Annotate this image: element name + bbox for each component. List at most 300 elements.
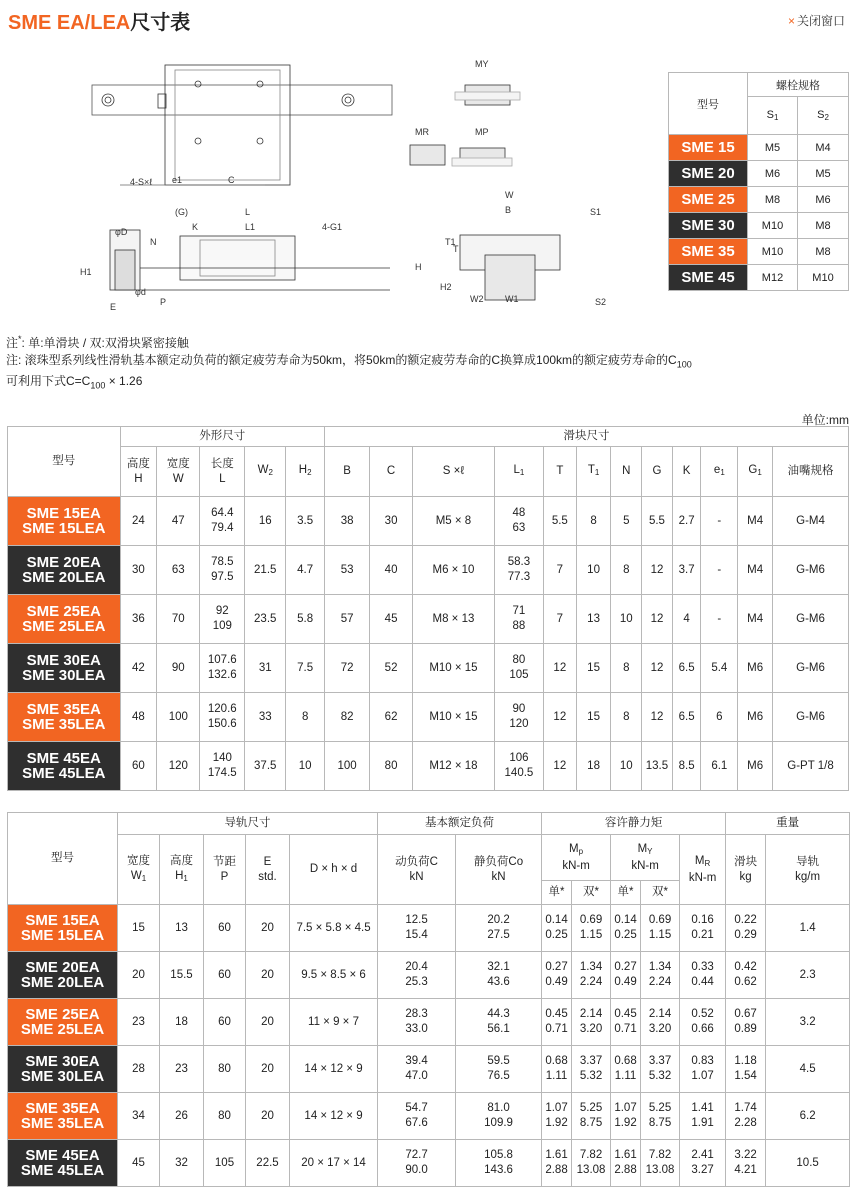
g1-cell: M6 bbox=[738, 644, 773, 693]
c-cell: 52 bbox=[370, 644, 413, 693]
width-cell: 47 bbox=[157, 497, 200, 546]
rail-width-cell: 45 bbox=[118, 1140, 160, 1187]
t1-sxl-header: S ×ℓ bbox=[413, 447, 495, 497]
t-cell: 7 bbox=[543, 546, 576, 595]
rail-height-cell: 23 bbox=[160, 1046, 204, 1093]
model-cell: SME 20EA SME 20LEA bbox=[8, 952, 118, 999]
rail-height-cell: 13 bbox=[160, 905, 204, 952]
model-cell: SME 20EA SME 20LEA bbox=[8, 546, 121, 595]
bolt-model-header: 型号 bbox=[669, 73, 748, 135]
bolt-row-s1: M12 bbox=[748, 265, 798, 291]
height-cell: 60 bbox=[120, 742, 157, 791]
width-cell: 120 bbox=[157, 742, 200, 791]
t-cell: 5.5 bbox=[543, 497, 576, 546]
svg-text:L: L bbox=[245, 207, 251, 217]
e-cell: 22.5 bbox=[246, 1140, 290, 1187]
svg-text:φD: φD bbox=[115, 227, 128, 237]
w2-cell: 37.5 bbox=[245, 742, 286, 791]
bolt-row-s2: M4 bbox=[798, 135, 849, 161]
svg-text:T1: T1 bbox=[445, 237, 456, 247]
l1-cell: 58.3 77.3 bbox=[494, 546, 543, 595]
slider-weight-cell: 1.74 2.28 bbox=[726, 1093, 766, 1140]
g1-cell: M6 bbox=[738, 742, 773, 791]
mr-cell: 0.16 0.21 bbox=[680, 905, 726, 952]
t1-b-header: B bbox=[325, 447, 370, 497]
dimension-row bbox=[8, 595, 849, 644]
svg-text:W: W bbox=[505, 190, 514, 200]
static-load-cell: 81.0 109.9 bbox=[456, 1093, 542, 1140]
t1-cell: 15 bbox=[576, 693, 611, 742]
rail-weight-cell: 2.3 bbox=[766, 952, 850, 999]
model-cell: SME 35EA SME 35LEA bbox=[8, 693, 121, 742]
model-cell: SME 25EA SME 25LEA bbox=[8, 999, 118, 1046]
height-cell: 30 bbox=[120, 546, 157, 595]
my-double-cell: 0.69 1.15 bbox=[641, 905, 680, 952]
t-cell: 12 bbox=[543, 693, 576, 742]
g-cell: 5.5 bbox=[642, 497, 673, 546]
pitch-cell: 80 bbox=[204, 1093, 246, 1140]
g-cell: 13.5 bbox=[642, 742, 673, 791]
svg-text:MP: MP bbox=[475, 127, 489, 137]
dimension-row bbox=[8, 693, 849, 742]
width-cell: 70 bbox=[157, 595, 200, 644]
e1-cell: 6 bbox=[701, 693, 738, 742]
t1-w2-header: $W_2$ bbox=[245, 447, 286, 497]
t1-model-header: 型号 bbox=[8, 427, 121, 497]
e1-cell: 5.4 bbox=[701, 644, 738, 693]
t1-t1-header: $T_1$ bbox=[576, 447, 611, 497]
dimension-row bbox=[8, 742, 849, 791]
dynamic-load-cell: 20.4 25.3 bbox=[378, 952, 456, 999]
height-cell: 24 bbox=[120, 497, 157, 546]
t2-w1-header: 宽度 $W_1$ bbox=[118, 835, 160, 905]
t1-length-header: 长度 L bbox=[200, 447, 245, 497]
l1-cell: 71 88 bbox=[494, 595, 543, 644]
l1-cell: 90 120 bbox=[494, 693, 543, 742]
svg-text:H1: H1 bbox=[80, 267, 92, 277]
t2-h1-header: 高度 $H_1$ bbox=[160, 835, 204, 905]
k-cell: 6.5 bbox=[672, 644, 701, 693]
t2-model-header: 型号 bbox=[8, 813, 118, 905]
e1-cell: - bbox=[701, 497, 738, 546]
mp-double-cell: 0.69 1.15 bbox=[572, 905, 611, 952]
mr-cell: 0.33 0.44 bbox=[680, 952, 726, 999]
svg-text:4-G1: 4-G1 bbox=[322, 222, 343, 232]
pitch-cell: 60 bbox=[204, 905, 246, 952]
front-view bbox=[415, 190, 606, 307]
bolt-row-s1: M10 bbox=[748, 213, 798, 239]
svg-text:MR: MR bbox=[415, 127, 429, 137]
bolt-row-s1: M8 bbox=[748, 187, 798, 213]
my-double-cell: 3.37 5.32 bbox=[641, 1046, 680, 1093]
label-c: C bbox=[228, 175, 235, 185]
t2-moment-header: 容许静力矩 bbox=[542, 813, 726, 835]
moment-mr-diagram bbox=[410, 127, 445, 165]
l1-cell: 80 105 bbox=[494, 644, 543, 693]
t1-cell: 10 bbox=[576, 546, 611, 595]
rail-height-cell: 15.5 bbox=[160, 952, 204, 999]
t1-cell: 15 bbox=[576, 644, 611, 693]
height-cell: 36 bbox=[120, 595, 157, 644]
dhd-cell: 9.5 × 8.5 × 6 bbox=[290, 952, 378, 999]
length-cell: 64.4 79.4 bbox=[200, 497, 245, 546]
side-view bbox=[80, 207, 390, 312]
width-cell: 100 bbox=[157, 693, 200, 742]
svg-text:P: P bbox=[160, 297, 167, 307]
model-cell: SME 45EA SME 45LEA bbox=[8, 742, 121, 791]
c-cell: 40 bbox=[370, 546, 413, 595]
rail-weight-cell: 4.5 bbox=[766, 1046, 850, 1093]
bolt-row-s1: M5 bbox=[748, 135, 798, 161]
bolt-row-model: SME 30 bbox=[669, 213, 748, 239]
e1-cell: - bbox=[701, 595, 738, 644]
load-row bbox=[8, 1140, 850, 1187]
dynamic-load-cell: 54.7 67.6 bbox=[378, 1093, 456, 1140]
dimension-row bbox=[8, 497, 849, 546]
t-cell: 12 bbox=[543, 644, 576, 693]
load-row bbox=[8, 1093, 850, 1140]
mr-cell: 1.41 1.91 bbox=[680, 1093, 726, 1140]
bolt-row-s2: M8 bbox=[798, 213, 849, 239]
rail-height-cell: 18 bbox=[160, 999, 204, 1046]
n-cell: 8 bbox=[611, 644, 642, 693]
h2-cell: 7.5 bbox=[286, 644, 325, 693]
bolt-s2-header: $S_2$ bbox=[798, 97, 849, 135]
dhd-cell: 7.5 × 5.8 × 4.5 bbox=[290, 905, 378, 952]
my-single-cell: 0.68 1.11 bbox=[611, 1046, 641, 1093]
my-single-cell: 1.61 2.88 bbox=[611, 1140, 641, 1187]
sxl-cell: M8 × 13 bbox=[413, 595, 495, 644]
model-cell: SME 35EA SME 35LEA bbox=[8, 1093, 118, 1140]
model-cell: SME 30EA SME 30LEA bbox=[8, 1046, 118, 1093]
svg-text:E: E bbox=[110, 302, 117, 312]
t2-dhd-header: D × h × d bbox=[290, 835, 378, 905]
n-cell: 5 bbox=[611, 497, 642, 546]
mr-cell: 0.52 0.66 bbox=[680, 999, 726, 1046]
t2-e-header: E std. bbox=[246, 835, 290, 905]
k-cell: 8.5 bbox=[672, 742, 701, 791]
t1-g1-header: $G_1$ bbox=[738, 447, 773, 497]
t2-mp-double-header: 双* bbox=[572, 881, 611, 905]
g-cell: 12 bbox=[642, 595, 673, 644]
mp-double-cell: 7.82 13.08 bbox=[572, 1140, 611, 1187]
moment-mp-diagram bbox=[452, 127, 512, 166]
g-cell: 12 bbox=[642, 693, 673, 742]
rail-width-cell: 23 bbox=[118, 999, 160, 1046]
page-title bbox=[8, 6, 190, 35]
dhd-cell: 20 × 17 × 14 bbox=[290, 1140, 378, 1187]
mp-double-cell: 3.37 5.32 bbox=[572, 1046, 611, 1093]
mp-single-cell: 0.14 0.25 bbox=[542, 905, 572, 952]
n-cell: 10 bbox=[611, 595, 642, 644]
b-cell: 100 bbox=[325, 742, 370, 791]
static-load-cell: 105.8 143.6 bbox=[456, 1140, 542, 1187]
grease-cell: G-PT 1/8 bbox=[773, 742, 849, 791]
t2-mr-header: $M_R$ kN-m bbox=[680, 835, 726, 905]
note-line-1: 注*: 单:单滑块 / 双:双滑块紧密接触 bbox=[6, 334, 189, 350]
l1-cell: 48 63 bbox=[494, 497, 543, 546]
my-double-cell: 7.82 13.08 bbox=[641, 1140, 680, 1187]
pitch-cell: 105 bbox=[204, 1140, 246, 1187]
e-cell: 20 bbox=[246, 905, 290, 952]
t2-weight-header: 重量 bbox=[726, 813, 850, 835]
slider-weight-cell: 3.22 4.21 bbox=[726, 1140, 766, 1187]
c-cell: 62 bbox=[370, 693, 413, 742]
t2-my-header: $M_Y$ kN-m bbox=[611, 835, 680, 881]
dynamic-load-cell: 28.3 33.0 bbox=[378, 999, 456, 1046]
close-window-link[interactable] bbox=[788, 12, 845, 29]
t1-g-header: G bbox=[642, 447, 673, 497]
g1-cell: M4 bbox=[738, 497, 773, 546]
my-single-cell: 0.14 0.25 bbox=[611, 905, 641, 952]
notes bbox=[6, 331, 692, 395]
dhd-cell: 11 × 9 × 7 bbox=[290, 999, 378, 1046]
w2-cell: 23.5 bbox=[245, 595, 286, 644]
dhd-cell: 14 × 12 × 9 bbox=[290, 1046, 378, 1093]
t2-my-single-header: 单* bbox=[611, 881, 641, 905]
grease-cell: G-M4 bbox=[773, 497, 849, 546]
rail-weight-cell: 1.4 bbox=[766, 905, 850, 952]
t1-cell: 18 bbox=[576, 742, 611, 791]
e-cell: 20 bbox=[246, 1093, 290, 1140]
length-cell: 78.5 97.5 bbox=[200, 546, 245, 595]
c-cell: 45 bbox=[370, 595, 413, 644]
c-cell: 80 bbox=[370, 742, 413, 791]
unit-label: 单位:mm bbox=[801, 413, 849, 427]
k-cell: 2.7 bbox=[672, 497, 701, 546]
t2-my-double-header: 双* bbox=[641, 881, 680, 905]
rail-weight-cell: 6.2 bbox=[766, 1093, 850, 1140]
t2-rail-weight-header: 导轨 kg/m bbox=[766, 835, 850, 905]
width-cell: 90 bbox=[157, 644, 200, 693]
bolt-row-model: SME 25 bbox=[669, 187, 748, 213]
bolt-row-s1: M6 bbox=[748, 161, 798, 187]
t1-k-header: K bbox=[672, 447, 701, 497]
h2-cell: 3.5 bbox=[286, 497, 325, 546]
e-cell: 20 bbox=[246, 999, 290, 1046]
svg-text:W1: W1 bbox=[505, 294, 519, 304]
slider-weight-cell: 1.18 1.54 bbox=[726, 1046, 766, 1093]
mp-single-cell: 0.27 0.49 bbox=[542, 952, 572, 999]
rail-top-view bbox=[92, 85, 392, 115]
load-row bbox=[8, 952, 850, 999]
pitch-cell: 60 bbox=[204, 952, 246, 999]
rail-weight-cell: 10.5 bbox=[766, 1140, 850, 1187]
sxl-cell: M10 × 15 bbox=[413, 644, 495, 693]
w2-cell: 21.5 bbox=[245, 546, 286, 595]
h2-cell: 10 bbox=[286, 742, 325, 791]
length-cell: 140 174.5 bbox=[200, 742, 245, 791]
model-cell: SME 30EA SME 30LEA bbox=[8, 644, 121, 693]
k-cell: 4 bbox=[672, 595, 701, 644]
close-icon: × bbox=[787, 14, 795, 28]
pitch-cell: 80 bbox=[204, 1046, 246, 1093]
svg-text:MY: MY bbox=[475, 59, 489, 69]
t1-height-header: 高度 H bbox=[120, 447, 157, 497]
grease-cell: G-M6 bbox=[773, 546, 849, 595]
rail-width-cell: 28 bbox=[118, 1046, 160, 1093]
n-cell: 8 bbox=[611, 693, 642, 742]
svg-text:T: T bbox=[453, 244, 459, 254]
mp-single-cell: 1.61 2.88 bbox=[542, 1140, 572, 1187]
length-cell: 92 109 bbox=[200, 595, 245, 644]
g1-cell: M6 bbox=[738, 693, 773, 742]
my-double-cell: 5.25 8.75 bbox=[641, 1093, 680, 1140]
mp-single-cell: 0.68 1.11 bbox=[542, 1046, 572, 1093]
t1-e1-header: $e_1$ bbox=[701, 447, 738, 497]
h2-cell: 4.7 bbox=[286, 546, 325, 595]
t2-mp-header: $M_p$ kN-m bbox=[542, 835, 611, 881]
moment-my-diagram bbox=[455, 59, 520, 105]
c-cell: 30 bbox=[370, 497, 413, 546]
h2-cell: 5.8 bbox=[286, 595, 325, 644]
t1-h2-header: $H_2$ bbox=[286, 447, 325, 497]
bolt-row-s2: M5 bbox=[798, 161, 849, 187]
slider-weight-cell: 0.67 0.89 bbox=[726, 999, 766, 1046]
k-cell: 6.5 bbox=[672, 693, 701, 742]
sxl-cell: M10 × 15 bbox=[413, 693, 495, 742]
g1-cell: M4 bbox=[738, 595, 773, 644]
page-title-model: SME EA/LEA bbox=[8, 12, 131, 34]
svg-text:H2: H2 bbox=[440, 282, 452, 292]
k-cell: 3.7 bbox=[672, 546, 701, 595]
width-cell: 63 bbox=[157, 546, 200, 595]
w2-cell: 33 bbox=[245, 693, 286, 742]
svg-text:H: H bbox=[415, 262, 422, 272]
t2-slider-weight-header: 滑块 kg bbox=[726, 835, 766, 905]
rail-width-cell: 34 bbox=[118, 1093, 160, 1140]
static-load-cell: 32.1 43.6 bbox=[456, 952, 542, 999]
mr-cell: 0.83 1.07 bbox=[680, 1046, 726, 1093]
bolt-row-model: SME 35 bbox=[669, 239, 748, 265]
label-4-s: 4-S×ℓ bbox=[130, 177, 153, 187]
w2-cell: 16 bbox=[245, 497, 286, 546]
block-top-view bbox=[165, 65, 290, 185]
bolt-row-model: SME 20 bbox=[669, 161, 748, 187]
model-cell: SME 15EA SME 15LEA bbox=[8, 497, 121, 546]
t1-c-header: C bbox=[370, 447, 413, 497]
static-load-cell: 59.5 76.5 bbox=[456, 1046, 542, 1093]
e1-cell: 6.1 bbox=[701, 742, 738, 791]
height-cell: 48 bbox=[120, 693, 157, 742]
my-single-cell: 0.45 0.71 bbox=[611, 999, 641, 1046]
rail-width-cell: 20 bbox=[118, 952, 160, 999]
t2-sta-header: 静负荷Co kN bbox=[456, 835, 542, 905]
rail-weight-cell: 3.2 bbox=[766, 999, 850, 1046]
n-cell: 10 bbox=[611, 742, 642, 791]
label-e1: e1 bbox=[172, 175, 183, 185]
b-cell: 57 bbox=[325, 595, 370, 644]
rail-height-cell: 32 bbox=[160, 1140, 204, 1187]
length-cell: 107.6 132.6 bbox=[200, 644, 245, 693]
pitch-cell: 60 bbox=[204, 999, 246, 1046]
static-load-cell: 44.3 56.1 bbox=[456, 999, 542, 1046]
note-line-3: 可利用下式$C=C_{100} \times 1.26$ bbox=[6, 374, 143, 391]
my-double-cell: 2.14 3.20 bbox=[641, 999, 680, 1046]
dynamic-load-cell: 72.7 90.0 bbox=[378, 1140, 456, 1187]
grease-cell: G-M6 bbox=[773, 595, 849, 644]
rail-width-cell: 15 bbox=[118, 905, 160, 952]
grease-cell: G-M6 bbox=[773, 693, 849, 742]
b-cell: 38 bbox=[325, 497, 370, 546]
rail-hole-left bbox=[102, 94, 114, 106]
dimension-row bbox=[8, 644, 849, 693]
b-cell: 82 bbox=[325, 693, 370, 742]
svg-text:L1: L1 bbox=[245, 222, 256, 232]
mp-single-cell: 1.07 1.92 bbox=[542, 1093, 572, 1140]
bolt-row-model: SME 15 bbox=[669, 135, 748, 161]
bolt-row-s1: M10 bbox=[748, 239, 798, 265]
t1-block-header: 滑块尺寸 bbox=[325, 427, 849, 447]
g1-cell: M4 bbox=[738, 546, 773, 595]
grease-cell: G-M6 bbox=[773, 644, 849, 693]
b-cell: 53 bbox=[325, 546, 370, 595]
svg-text:N: N bbox=[150, 237, 157, 247]
rail-hole-right bbox=[342, 94, 354, 106]
rail-height-cell: 26 bbox=[160, 1093, 204, 1140]
dhd-cell: 14 × 12 × 9 bbox=[290, 1093, 378, 1140]
my-single-cell: 1.07 1.92 bbox=[611, 1093, 641, 1140]
model-cell: SME 15EA SME 15LEA bbox=[8, 905, 118, 952]
load-row bbox=[8, 999, 850, 1046]
t2-dyn-header: 动负荷C kN bbox=[378, 835, 456, 905]
svg-text:K: K bbox=[192, 222, 199, 232]
svg-text:S2: S2 bbox=[595, 297, 607, 307]
sxl-cell: M6 × 10 bbox=[413, 546, 495, 595]
b-cell: 72 bbox=[325, 644, 370, 693]
mp-double-cell: 2.14 3.20 bbox=[572, 999, 611, 1046]
dimension-row bbox=[8, 546, 849, 595]
load-table bbox=[7, 812, 850, 1187]
t1-t-header: T bbox=[543, 447, 576, 497]
height-cell: 42 bbox=[120, 644, 157, 693]
sxl-cell: M5 × 8 bbox=[413, 497, 495, 546]
dynamic-load-cell: 12.5 15.4 bbox=[378, 905, 456, 952]
w2-cell: 31 bbox=[245, 644, 286, 693]
load-row bbox=[8, 1046, 850, 1093]
e1-cell: - bbox=[701, 546, 738, 595]
model-cell: SME 45EA SME 45LEA bbox=[8, 1140, 118, 1187]
t1-n-header: N bbox=[611, 447, 642, 497]
bolt-row-s2: M8 bbox=[798, 239, 849, 265]
svg-text:S1: S1 bbox=[590, 207, 602, 217]
bolt-spec-table bbox=[668, 72, 849, 291]
bolt-row-s2: M10 bbox=[798, 265, 849, 291]
dynamic-load-cell: 39.4 47.0 bbox=[378, 1046, 456, 1093]
t1-cell: 13 bbox=[576, 595, 611, 644]
slider-weight-cell: 0.22 0.29 bbox=[726, 905, 766, 952]
slider-weight-cell: 0.42 0.62 bbox=[726, 952, 766, 999]
bolt-s1-header: $S_1$ bbox=[748, 97, 798, 135]
t1-outer-header: 外形尺寸 bbox=[120, 427, 325, 447]
my-single-cell: 0.27 0.49 bbox=[611, 952, 641, 999]
t2-p-header: 节距 P bbox=[204, 835, 246, 905]
n-cell: 8 bbox=[611, 546, 642, 595]
t-cell: 12 bbox=[543, 742, 576, 791]
bolt-group-header: 螺栓规格 bbox=[748, 73, 849, 97]
load-row bbox=[8, 905, 850, 952]
my-double-cell: 1.34 2.24 bbox=[641, 952, 680, 999]
g-cell: 12 bbox=[642, 546, 673, 595]
mr-cell: 2.41 3.27 bbox=[680, 1140, 726, 1187]
svg-text:(G): (G) bbox=[175, 207, 188, 217]
l1-cell: 106 140.5 bbox=[494, 742, 543, 791]
bolt-row-model: SME 45 bbox=[669, 265, 748, 291]
close-window-label: 关闭窗口 bbox=[796, 14, 845, 28]
e-cell: 20 bbox=[246, 1046, 290, 1093]
t2-rail-header: 导轨尺寸 bbox=[118, 813, 378, 835]
svg-text:W2: W2 bbox=[470, 294, 484, 304]
